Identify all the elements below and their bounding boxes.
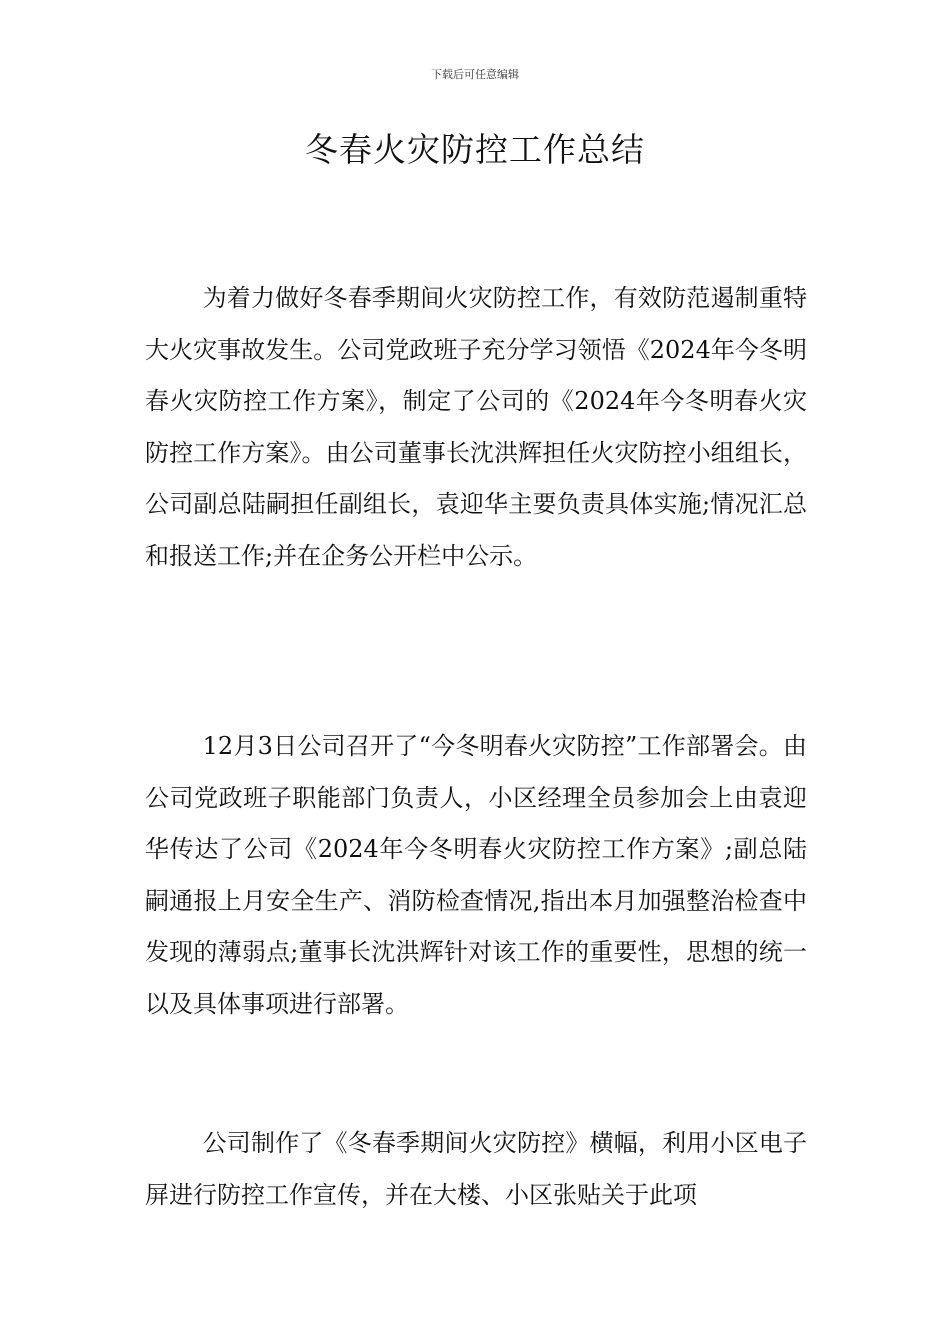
paragraph-2: 12月3日公司召开了“今冬明春火灾防控”工作部署会。由公司党政班子职能部门负责人，小区经理全员参加会上由袁迎华传达了公司《2024年今冬明春火灾防控工作方案》;副总陆嗣通报上月安全生产、消防检查情况,指出本月加强整治检查中发现的薄弱点;董事长沈洪辉针对该工作的重要性，思想的统一以及具体事项进行部署。 (145, 732, 807, 1018)
header-note: 下载后可任意编辑 (431, 68, 519, 81)
paragraph-1: 为着力做好冬春季期间火灾防控工作，有效防范遏制重特大火灾事故发生。公司党政班子充分学习领悟《2024年今冬明春火灾防控工作方案》，制定了公司的《2024年今冬明春火灾防控工作方案》。由公司董事长沈洪辉担任火灾防控小组组长，公司副总陆嗣担任副组长，袁迎华主要负责具体实施;情况汇总和报送工作;并在企务公开栏中公示。 (145, 284, 807, 570)
paragraph-3: 公司制作了《冬春季期间火灾防控》横幅，利用小区电子屏进行防控工作宣传，并在大楼、小区张贴关于此项 (145, 1129, 807, 1209)
document-title: 冬春火灾防控工作总结 (305, 130, 645, 169)
